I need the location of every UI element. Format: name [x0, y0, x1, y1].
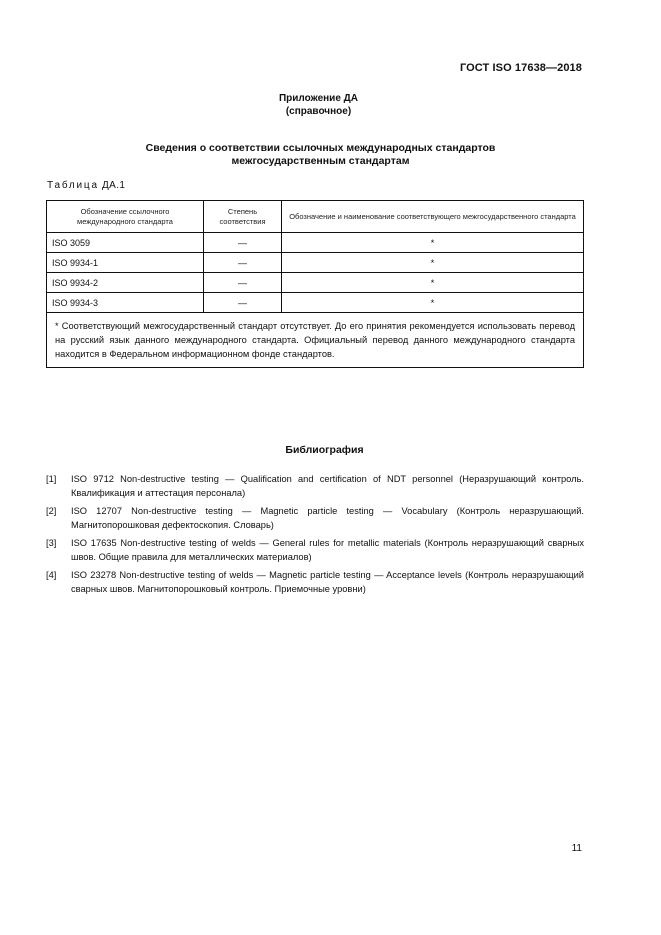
cell-degree: —: [204, 293, 282, 313]
bibliography-text: ISO 9712 Non-destructive testing — Qualification and certification of NDT personnel (Неразрушающий контроль. Квалификация и аттестация персонала): [71, 474, 584, 498]
bibliography-number: [1]: [46, 474, 57, 484]
cell-name: *: [282, 273, 584, 293]
table-caption-word: Таблица: [47, 180, 99, 191]
table-caption: [47, 180, 125, 191]
bibliography-item: [46, 472, 584, 500]
bibliography-text: ISO 12707 Non-destructive testing — Magnetic particle testing — Vocabulary (Контроль неразрушающий. Магнитопорошковая дефектоскопия. Словарь): [71, 506, 584, 530]
table-footnote: * Соответствующий межгосударственный стандарт отсутствует. До его принятия рекомендуется использовать перевод на русский язык данного международного стандарта. Официальный перевод данного международного стандарта находится в Федеральном информационном фонде стандартов.: [47, 313, 584, 368]
header-ref-standard: Обозначение ссылочного международного стандарта: [47, 201, 204, 233]
bibliography-number: [2]: [46, 506, 57, 516]
correspondence-table: [46, 200, 584, 368]
table-footnote-row: [47, 313, 584, 368]
cell-code: ISO 9934-1: [47, 253, 204, 273]
table-caption-number: ДА.1: [102, 180, 126, 191]
table-row: [47, 293, 584, 313]
table-row: [47, 233, 584, 253]
cell-degree: —: [204, 253, 282, 273]
bibliography-item: [46, 536, 584, 564]
bibliography-title: Библиография: [285, 444, 364, 456]
document-code: ГОСТ ISO 17638—2018: [459, 62, 582, 74]
section-heading-line2: межгосударственным стандартам: [231, 155, 410, 167]
section-heading-line1: Сведения о соответствии ссылочных международных стандартов: [145, 142, 496, 154]
cell-name: *: [282, 253, 584, 273]
bibliography-text: ISO 17635 Non-destructive testing of welds — General rules for metallic materials (Контроль неразрушающий сварных швов. Общие правила для металлических материалов): [71, 538, 584, 562]
header-interstate-standard: Обозначение и наименование соответствующего межгосударственного стандарта: [282, 201, 584, 233]
table-header-row: [47, 201, 584, 233]
cell-name: *: [282, 233, 584, 253]
bibliography-text: ISO 23278 Non-destructive testing of welds — Magnetic particle testing — Acceptance levels (Контроль неразрушающий сварных швов. Магнитопорошковый контроль. Приемочные уровни): [71, 570, 584, 594]
cell-code: ISO 9934-3: [47, 293, 204, 313]
bibliography-item: [46, 568, 584, 596]
cell-name: *: [282, 293, 584, 313]
bibliography-list: [46, 472, 584, 600]
annex-subtitle: (справочное): [285, 106, 352, 117]
table-row: [47, 273, 584, 293]
cell-code: ISO 3059: [47, 233, 204, 253]
bibliography-item: [46, 504, 584, 532]
bibliography-number: [4]: [46, 570, 57, 580]
table-row: [47, 253, 584, 273]
annex-title: Приложение ДА: [278, 93, 359, 104]
header-degree: Степень соответствия: [204, 201, 282, 233]
bibliography-number: [3]: [46, 538, 57, 548]
page-number: 11: [571, 843, 582, 854]
cell-degree: —: [204, 233, 282, 253]
cell-degree: —: [204, 273, 282, 293]
cell-code: ISO 9934-2: [47, 273, 204, 293]
